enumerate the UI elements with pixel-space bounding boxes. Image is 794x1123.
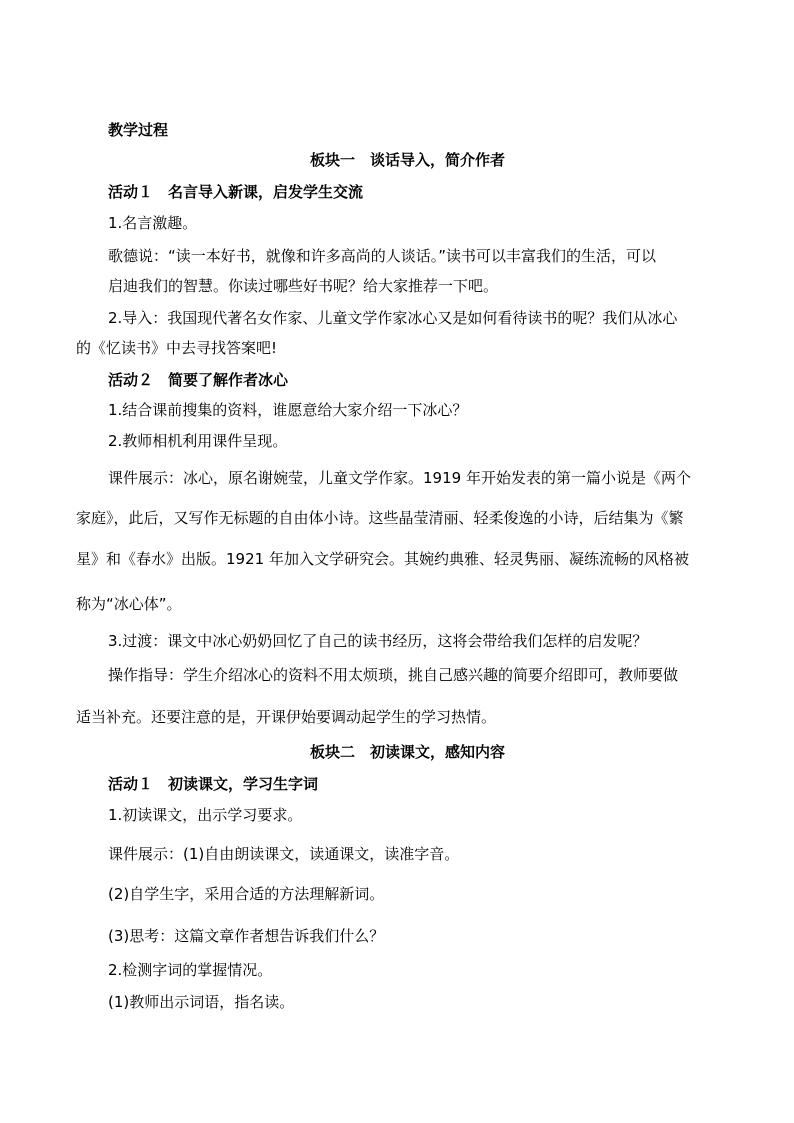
paragraph: 2.导入：我国现代著名女作家、儿童文学作家冰心又是如何看待读书的呢？我们从冰心	[108, 309, 678, 327]
activity-title: 活动２ 简要了解作者冰心	[108, 371, 289, 389]
paragraph: 1.结合课前搜集的资料，谁愿意给大家介绍一下冰心？	[108, 401, 468, 419]
paragraph: (1)教师出示词语，指名读。	[108, 993, 295, 1011]
paragraph: 课件展示：(1)自由朗读课文，读通课文，读准字音。	[108, 845, 460, 863]
paragraph: 家庭》，此后，又写作无标题的自由体小诗。这些晶莹清丽、轻柔俊逸的小诗，后结集为《繁	[76, 509, 684, 527]
paragraph: (2)自学生字，采用合适的方法理解新词。	[108, 885, 385, 903]
paragraph: 2.教师相机利用课件呈现。	[108, 432, 288, 450]
paragraph: 1.初读课文，出示学习要求。	[108, 806, 303, 824]
paragraph: 2.检测字词的掌握情况。	[108, 961, 273, 979]
section-heading: 教学过程	[108, 121, 169, 139]
paragraph: 星》和《春水》出版。1921 年加入文学研究会。其婉约典雅、轻灵隽丽、凝练流畅的风格被	[76, 550, 689, 568]
block-title: 板块一 谈话导入，简介作者	[310, 151, 506, 169]
paragraph: 3.过渡：课文中冰心奶奶回忆了自己的读书经历，这将会带给我们怎样的启发呢？	[108, 632, 648, 650]
activity-title: 活动１ 名言导入新课，启发学生交流	[108, 183, 364, 201]
activity-title: 活动１ 初读课文，学习生字词	[108, 775, 319, 793]
paragraph: 启迪我们的智慧。你读过哪些好书呢？给大家推荐一下吧。	[108, 277, 499, 295]
paragraph: 操作指导：学生介绍冰心的资料不用太烦琐，挑自己感兴趣的简要介绍即可，教师要做	[108, 666, 679, 684]
block-title: 板块二 初读课文，感知内容	[310, 743, 506, 761]
paragraph: (3)思考：这篇文章作者想告诉我们什么？	[108, 927, 385, 945]
paragraph: 歌德说：“读一本好书，就像和许多高尚的人谈话。”读书可以丰富我们的生活，可以	[108, 247, 657, 265]
paragraph: 1.名言激趣。	[108, 214, 198, 232]
paragraph: 的《忆读书》中去寻找答案吧!	[76, 339, 278, 357]
paragraph: 适当补充。还要注意的是，开课伊始要调动起学生的学习热情。	[76, 708, 497, 726]
paragraph: 称为“冰心体”。	[76, 595, 182, 613]
paragraph: 课件展示：冰心，原名谢婉莹，儿童文学作家。1919 年开始发表的第一篇小说是《两个	[108, 469, 691, 487]
